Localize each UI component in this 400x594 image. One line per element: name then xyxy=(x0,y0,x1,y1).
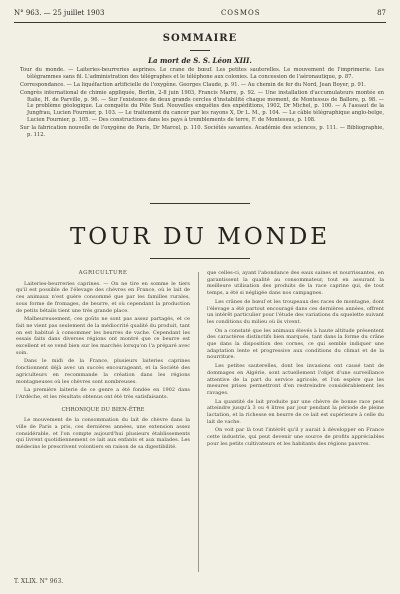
column-subheading: AGRICULTURE xyxy=(78,270,128,276)
death-notice: La mort de S. S. Léon XIII. xyxy=(148,56,252,65)
paragraph: La quantité de lait produite par une chèvre de bonne race peut atteindre jusqu'à 3 ou 4 litres par jour pendant la période de pleine lactation, et la richesse en beurre de ce lait est supérieure à celle du lait de vache. xyxy=(207,398,384,425)
toc-entry: Tour du monde. — Laiteries-beurreries asprines. Le crane de bœuf. Les petites sauterelles. Le mouvement de l'imprimerie. Les télégrammes sans fil. L'administration des télégraphes et le téléphone aux colonies. La concession de l'aéronautique, p. 87. xyxy=(20,67,384,80)
section-title-rule xyxy=(150,258,250,259)
paragraph: Le mouvement de la consommation du lait de chèvre dans la ville de Paris a pris, ces dernières années, une extension assez considérable, et l'on compte aujourd'hui plusieurs établissements qui livrent quotidiennement ce lait aux enfants et aux malades. Les médecins le prescrivent volontiers en raison de sa digestibilité. xyxy=(16,417,190,451)
paragraph: Laiteries-beurreries caprines. — On ne tire en somme le tiers qu'il est possible de l'élevage des chèvres en France, où le lait de ces animaux n'est guère consommé que par les familles rurales, sous forme de fromages, de beurre, et où cependant la production de petits bétails tient une très grande place. xyxy=(16,280,190,314)
paragraph: Les crânes de bœuf et les troupeaux des races de montagne, dont l'élevage a été partout encouragé dans ces dernières années, offrent un intérêt particulier pour l'étude des variations du squelette suivant les conditions du milieu où ils vivent. xyxy=(207,298,384,325)
paragraph: La première laiterie de ce genre a été fondée en 1902 dans l'Ardèche, et les résultats obtenus ont été très satisfaisants. xyxy=(16,387,190,400)
running-header xyxy=(14,6,386,20)
page-footer: T. XLIX. N° 963. xyxy=(14,578,64,585)
page-number: 87 xyxy=(377,9,386,17)
toc-entry: Congrès international de chimie appliquée, Berlin, 2-8 juin 1903, Francis Marre, p. 92. — Une installation d'accumulateurs montée en Italie, H. de Parville, p. 96. — Sur l'existence de deux grands cercles d'instabilité chaque moment, de Montessus de Ballore, p. 98. — Le problème géologique. La conquête du Pôle Sud. Nouvelles enquêtes des expéditions, 1902, Dr Michel, p. 100. — A l'assaut de la Jungfrau, Lucien Fournier, p. 103. — Le traitement du cancer par les rayons X, Dr L. M., p. 104. — Le câble télégraphique anglo-belge, Lucien Fournier, p. 105. — Des constructions dans les pays à tremblements de terre, F. de Montessus, p. 108. xyxy=(20,89,384,123)
paragraph: On a constaté que les animaux élevés à haute altitude présentent des caractères distinctifs bien marqués, tant dans la forme du crâne que dans la disposition des cornes, ce qui semble indiquer une adaptation lente et progressive aux conditions du climat et de la nourriture. xyxy=(207,327,384,361)
sommaire-rule xyxy=(190,50,210,51)
toc-entry: Sur la fabrication nouvelle de l'oxygène de Paris, Dr Marcel, p. 110. Sociétés savantes. Académie des sciences, p. 111. — Bibliographie, p. 112. xyxy=(20,124,384,138)
right-column xyxy=(207,270,384,574)
section-divider xyxy=(150,203,250,204)
section-title: TOUR DU MONDE xyxy=(69,224,331,250)
table-of-contents xyxy=(20,67,384,189)
paragraph: que celles-ci, ayant l'abondance des eaux saines et nourrissantes, en garantissent la qualité au consommateur, tout en assurant la meilleure utilisation des produits de la race caprine qui, de tout temps, a été si négligée dans nos campagnes. xyxy=(207,270,384,297)
paragraph: Dans le midi de la France, plusieurs laiteries caprines fonctionnent déjà avec un succès encourageant, et la Société des agriculteurs en recommande la création dans les régions montagneuses où les chèvres sont nombreuses. xyxy=(16,358,190,385)
paragraph: On voit par là tout l'intérêt qu'il y aurait à développer en France cette industrie, qui peut devenir une source de profits appréciables pour les petits cultivateurs et les habitants des régions pauvres. xyxy=(207,427,384,447)
paragraph: Malheureusement, ces goûts ne sont pas assez partagés, et ce fait ne vient pas seulement de la médiocrité qualité du produit, tant on est habitué à consommer les beurres de vache. Cependant les essais faits dans diverses régions ont montré que ce beurre est excellent et se vend bien sur les marchés lorsqu'on l'a préparé avec soin. xyxy=(16,316,190,356)
paragraph: Les petites sauterelles, dont les invasions ont causé tant de dommages en Algérie, sont actuellement l'objet d'une surveillance attentive de la part du service agricole, et l'on espère que les mesures prises permettront d'en restreindre considérablement les ravages. xyxy=(207,363,384,396)
sommaire-heading: SOMMAIRE xyxy=(162,33,238,44)
header-rule xyxy=(14,22,386,23)
column-subheading: CHRONIQUE DU BIEN-ÊTRE xyxy=(61,406,145,413)
column-divider xyxy=(198,272,199,572)
left-column xyxy=(16,270,190,574)
issue-number: N° 963. — 25 juillet 1903 xyxy=(14,9,105,17)
journal-title: COSMOS xyxy=(220,9,261,17)
toc-entry: Correspondance. — La liquéfaction artificielle de l'oxygène. Georges Claude, p. 91. — Au chemin de fer du Nord, Jean Boyer, p. 91. xyxy=(20,81,366,88)
